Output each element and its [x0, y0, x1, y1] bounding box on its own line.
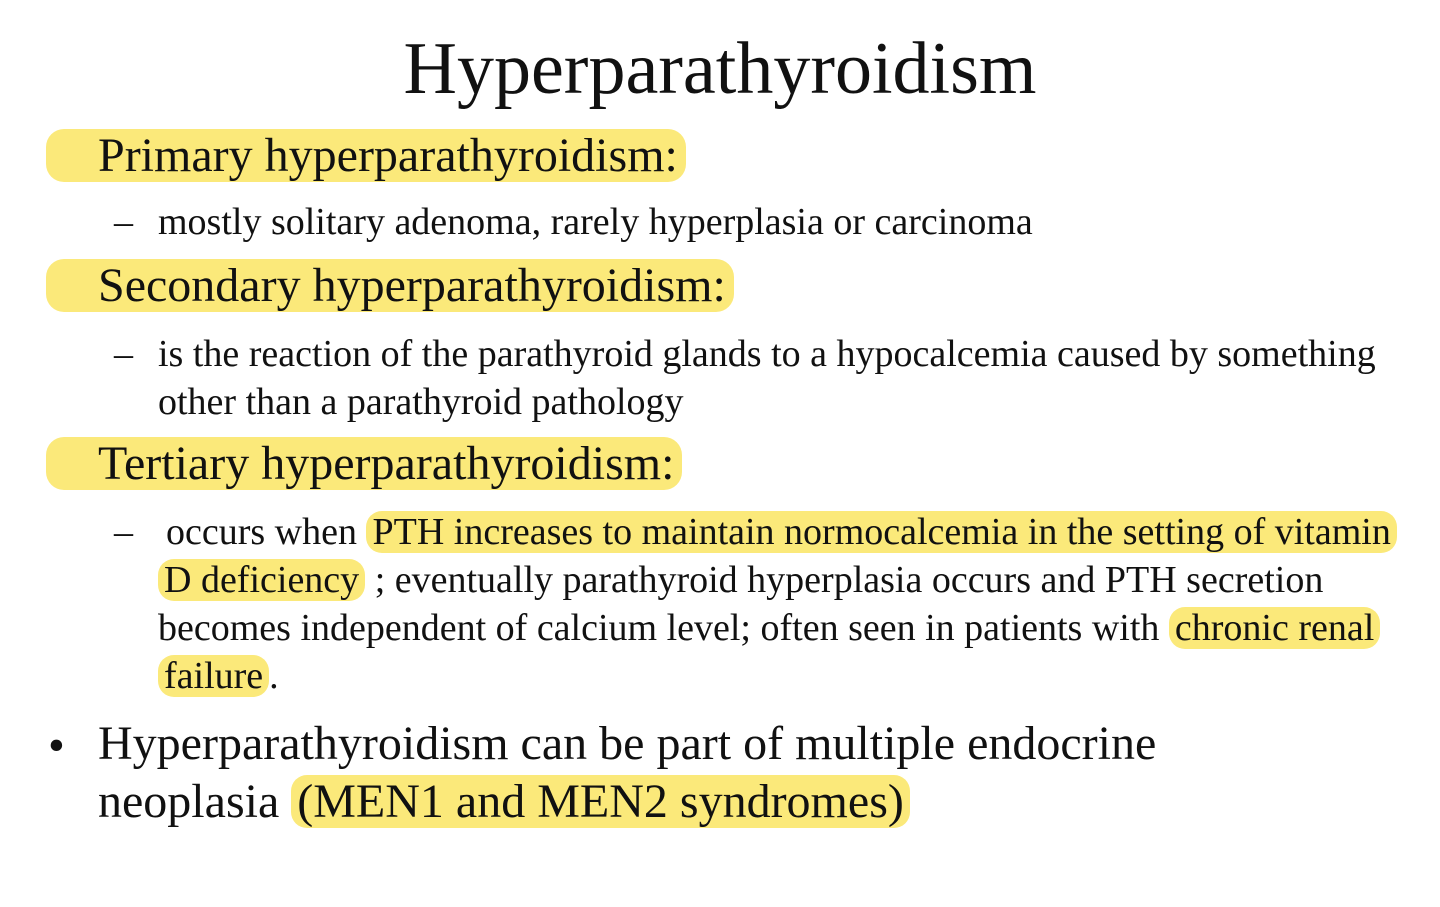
- highlight-renal-failure: chronic renal failure: [158, 607, 1380, 697]
- bullet-men-text: Hyperparathyroidism can be part of multiple endocrine neoplasia: [98, 717, 1157, 828]
- highlight-tertiary: [46, 437, 682, 490]
- highlight-secondary: [46, 259, 734, 312]
- highlight-primary: [46, 129, 686, 182]
- bullet-marker: •: [48, 719, 65, 772]
- sub-dash: –: [114, 511, 133, 553]
- sub-dash: –: [114, 201, 133, 243]
- bullet-secondary-label: Secondary hyperparathyroidism: [98, 259, 713, 312]
- sub-dash: –: [114, 333, 133, 375]
- bullet-men: [98, 715, 1298, 831]
- slide-title: Hyperparathyroidism: [403, 28, 1037, 110]
- highlight-pth: PTH increases to maintain normocalcemia in the setting of vitamin D deficiency: [158, 511, 1397, 601]
- sub-tertiary-part-5: .: [269, 655, 279, 697]
- sub-tertiary-part-1: occurs when: [166, 511, 367, 553]
- bullet-tertiary-label: Tertiary hyperparathyroidism: [98, 437, 662, 490]
- bullet-tertiary-colon: :: [661, 437, 675, 490]
- bullet-primary-colon: :: [664, 129, 678, 182]
- bullet-primary: [98, 128, 686, 184]
- bullet-tertiary: [98, 436, 682, 492]
- highlight-men: (MEN1 and MEN2 syndromes): [291, 775, 910, 828]
- sub-tertiary-part-3: ; eventually parathyroid hyperplasia occurs and PTH secretion becomes independent of calcium level; often seen in patients with: [158, 559, 1324, 649]
- sub-tertiary: [158, 508, 1398, 700]
- bullet-secondary-colon: :: [712, 259, 726, 312]
- sub-secondary: is the reaction of the parathyroid glands to a hypocalcemia caused by something other than a parathyroid pathology: [158, 333, 1376, 423]
- bullet-secondary: [98, 258, 734, 314]
- sub-primary: mostly solitary adenoma, rarely hyperplasia or carcinoma: [158, 201, 1033, 243]
- bullet-primary-label: Primary hyperparathyroidism: [98, 129, 665, 182]
